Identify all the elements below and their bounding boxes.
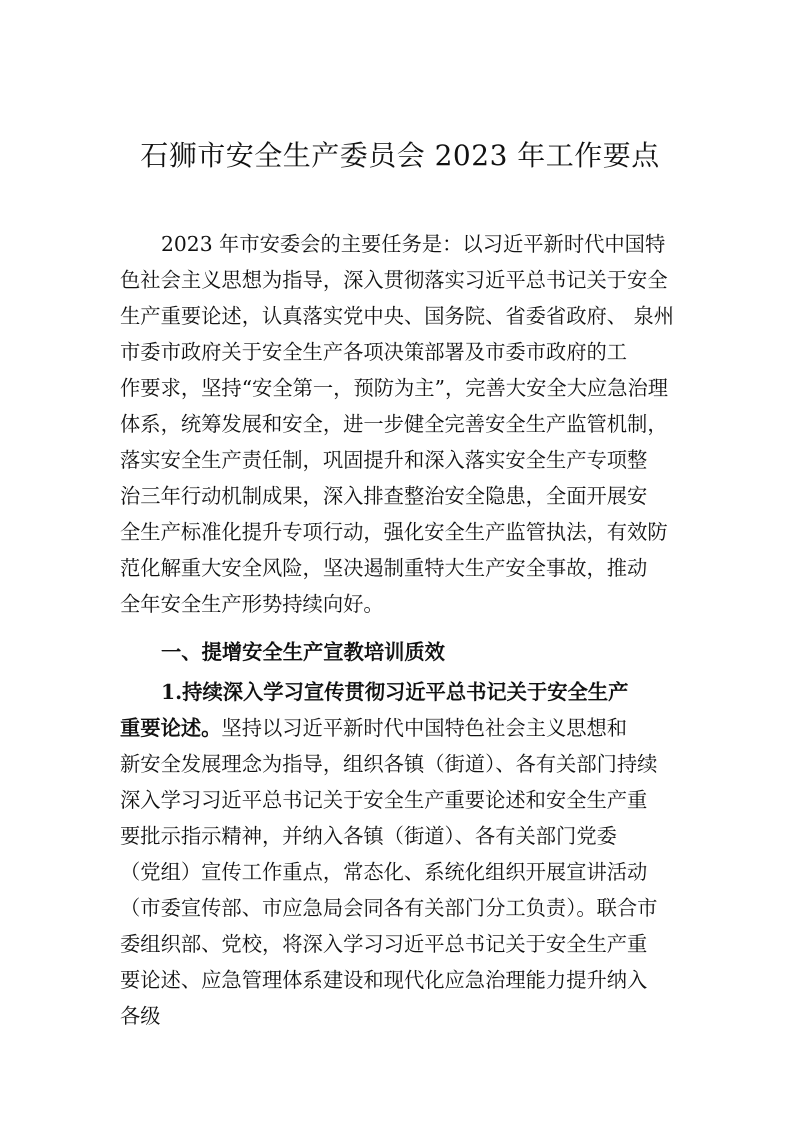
section-heading: 一、提增安全生产宣教培训质效 <box>161 640 445 664</box>
item-line: 深入学习习近平总书记关于安全生产重要论述和安全生产重 <box>120 788 648 812</box>
item-heading-continuation: 重要论述。 <box>120 716 222 740</box>
intro-line: 体系，统筹发展和安全，进一步健全完善安全生产监管机制， <box>120 412 668 436</box>
intro-line: 落实安全生产责任制，巩固提升和深入落实安全生产专项整 <box>120 448 648 472</box>
item-line: 委组织部、党校，将深入学习习近平总书记关于安全生产重 <box>120 932 648 956</box>
item-line: 新安全发展理念为指导，组织各镇（街道）、各有关部门持续 <box>120 752 658 776</box>
document-title: 石狮市安全生产委员会 2023 年工作要点 <box>140 139 660 172</box>
intro-line: 色社会主义思想为指导，深入贯彻落实习近平总书记关于安全 <box>120 268 668 292</box>
intro-line: 全年安全生产形势持续向好。 <box>120 592 384 616</box>
item-heading: 1.持续深入学习宣传贯彻习近平总书记关于安全生产 <box>161 680 629 704</box>
item-line: （党组）宣传工作重点，常态化、系统化组织开展宣讲活动 <box>120 860 648 884</box>
intro-line: 生产重要论述，认真落实党中央、国务院、省委省政府、 泉州 <box>120 304 675 328</box>
intro-line: 市委市政府关于安全生产各项决策部署及市委市政府的工 <box>120 340 628 364</box>
item-line: 要批示指示精神，并纳入各镇（街道）、各有关部门党委 <box>120 824 617 848</box>
item-text: 坚持以习近平新时代中国特色社会主义思想和 <box>221 716 628 740</box>
intro-line: 作要求，坚持“安全第一，预防为主”，完善大安全大应急治理 <box>120 376 669 400</box>
item-line: 各级 <box>120 1004 161 1028</box>
item-line: （市委宣传部、市应急局会同各有关部门分工负责）。联合市 <box>120 896 658 920</box>
item-first-line <box>120 710 682 746</box>
item-line: 要论述、应急管理体系建设和现代化应急治理能力提升纳入 <box>120 968 648 992</box>
intro-line: 全生产标准化提升专项行动，强化安全生产监管执法，有效防 <box>120 520 668 544</box>
intro-line: 范化解重大安全风险，坚决遏制重特大生产安全事故，推动 <box>120 556 648 580</box>
intro-line: 2023 年市安委会的主要任务是：以习近平新时代中国特 <box>161 232 666 256</box>
intro-line: 治三年行动机制成果，深入排查整治安全隐患，全面开展安 <box>120 484 648 508</box>
